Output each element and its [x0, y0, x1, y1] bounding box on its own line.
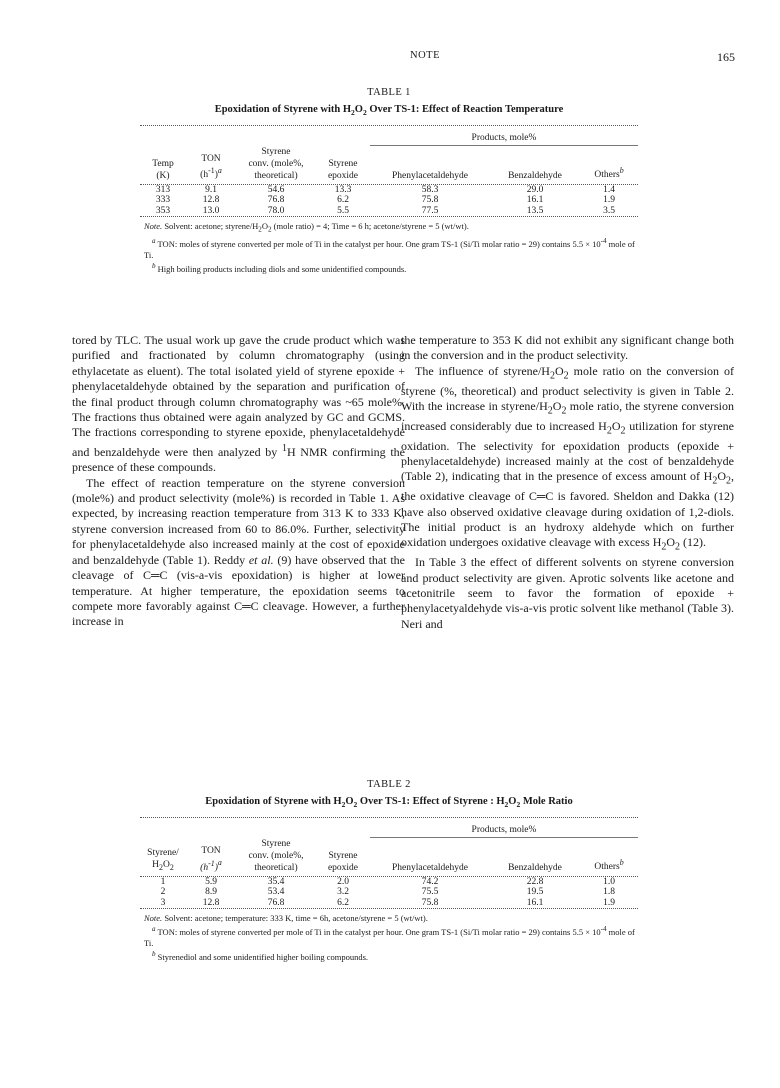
- table-1-label: TABLE 1: [367, 87, 411, 98]
- table-row: 2 8.9 53.4 3.2 75.5 19.5 1.8: [160, 887, 615, 898]
- table-1-bottom-rule: [140, 216, 638, 217]
- table-row: 333 12.8 76.8 6.2 75.8 16.1 1.9: [155, 195, 615, 206]
- table-1-group-row: [140, 126, 638, 146]
- table-2-footnote-a: $^a$ TON: moles of styrene converted per mole of Ti in the catalyst per hour. One gram TS-1 (Si/Ti molar ratio = 29) contains $5.5 \times 10^{-4}$ mole of Ti.: [144, 925, 635, 948]
- col-header-ton: TON $(h^{-1})^a$: [200, 846, 222, 873]
- page-number: 165: [717, 50, 735, 64]
- body-paragraph: tored by TLC. The usual work up gave the crude product which was purified and fractionated by column chromatography (using ethylacetate as eluent). The total isolated yield of styrene epoxide + phenylacetaldehyde obtained by the separation and purification of the final product through column chromatography was ~65 mole%. The fractions thus obtained were again analyzed by GC and GCMS. The fractions corresponding to styrene epoxide, phenylacetaldehyde and benzaldehyde were then analyzed by $^1$H NMR confirming the presence of these compounds.: [72, 333, 405, 475]
- table-1-grid: [140, 126, 638, 216]
- col-header-epoxide: Styrene epoxide: [327, 850, 359, 873]
- table-row: 3 12.8 76.8 6.2 75.8 16.1 1.9: [160, 897, 615, 908]
- table-row: 353 13.0 78.0 5.5 77.5 13.5 3.5: [155, 205, 615, 216]
- col-header-benzaldehyde: Benzaldehyde: [508, 862, 562, 873]
- table-1-header-row: [140, 146, 638, 184]
- col-header-benzaldehyde: Benzaldehyde: [508, 170, 562, 181]
- table-2-note: Note. Solvent: acetone; temperature: 333 K, time = 6h, acetone/styrene = 5 (wt/wt).: [144, 913, 428, 924]
- table-2-bottom-rule: [140, 908, 638, 909]
- body-paragraph: The influence of styrene/$H_2O_2$ mole ratio on the conversion of styrene (%, theoretical) and product selectivity is given in Table 2. With the increase in styrene/$H_2O_2$ mole ratio, the styrene conversion increased considerably due to increased $H_2O_2$ utilization for styrene oxidation. The selectivity for epoxidation products (epoxide + phenylacetaldehyde) increased mainly at the cost of benzaldehyde (Table 2), indicating that in the presence of excess amount of $H_2O_2$, the oxidative cleavage of C═C is favored. Sheldon and Dakka (12) have also observed oxidative cleavage during oxidation of 1,2-diols. The initial product is an hydroxy aldehyde which on further oxidation undergoes oxidative cleavage with excess $H_2O_2$ (12).: [401, 363, 735, 553]
- col-header-conversion: Styrene conv. (mole%, theoretical): [248, 838, 304, 873]
- col-header-others: Others$^b$: [594, 166, 624, 181]
- col-header-ton: TON $(h^{-1})^a$: [200, 154, 222, 181]
- table-row: 1 5.9 35.4 2.0 74.2 22.8 1.0: [160, 876, 615, 887]
- table-1-caption: Epoxidation of Styrene with $H_2O_2$ Over TS-1: Effect of Reaction Temperature: [214, 104, 564, 118]
- table-2-group-row: [140, 818, 638, 838]
- table-1-notes: [140, 221, 638, 274]
- col-header-temp: Temp (K): [152, 158, 174, 181]
- table-2: [140, 779, 638, 963]
- table-2-footnote-b: $^b$ Styrenediol and some unidentified higher boiling compounds.: [152, 949, 369, 962]
- products-group-header: Products, mole%: [370, 818, 638, 838]
- col-header-others: Others$^b$: [594, 858, 624, 873]
- col-header-epoxide: Styrene epoxide: [327, 158, 359, 181]
- body-column-left: [72, 333, 405, 630]
- table-1-footnote-a: $^a$ TON: moles of styrene converted per mole of Ti in the catalyst per hour. One gram TS-1 (Si/Ti molar ratio = 29) contains $5.5 \times 10^{-4}$ mole of Ti.: [144, 236, 635, 260]
- col-header-conversion: Styrene conv. (mole%, theoretical): [248, 146, 304, 181]
- table-1-note: Note. Solvent: acetone; styrene/$H_2O_2$ (mole ratio) = 4; Time = 6 h; acetone/styrene = 5 (wt/wt).: [144, 221, 469, 234]
- table-row: 313 9.1 54.6 13.3 58.3 29.0 1.4: [155, 184, 615, 195]
- col-header-phenylacetaldehyde: Phenylacetaldehyde: [392, 862, 468, 873]
- col-header-ratio: Styrene/ $H_2O_2$: [147, 847, 179, 872]
- table-2-notes: [140, 913, 638, 963]
- running-head: [115, 50, 735, 66]
- col-header-phenylacetaldehyde: Phenylacetaldehyde: [392, 170, 468, 181]
- table-2-grid: [140, 818, 638, 908]
- table-2-caption: Epoxidation of Styrene with $H_2O_2$ Over TS-1: Effect of Styrene : $H_2O_2$ Mole Ratio: [205, 796, 573, 810]
- table-1: [140, 87, 638, 274]
- table-2-header-row: [140, 838, 638, 876]
- table-2-label: TABLE 2: [367, 779, 411, 790]
- body-paragraph: In Table 3 the effect of different solvents on styrene conversion and product selectivity are given. Aprotic solvents like acetone and acetonitrile seem to favor the formation of epoxide + phenylacetyaldehyde vis-a-vis protic solvent like methanol (Table 3). Neri and: [401, 555, 734, 631]
- body-paragraph: The effect of reaction temperature on the styrene conversion (mole%) and product selectivity (mole%) is recorded in Table 1. As expected, by increasing reaction temperature from 313 K to 333 K, styrene conversion increased from 60 to 86.0%. Further, selectivity for phenylacetaldehyde also increased mainly at the cost of epoxide and benzaldehyde (Table 1). Reddy et al. (9) have observed that the cleavage of C═C (vis-a-vis epoxidation) is higher at lower temperature. At higher temperature, the epoxidation seems to compete more favorably against C═C cleavage. However, a further increase in: [72, 475, 405, 629]
- body-paragraph: the temperature to 353 K did not exhibit any significant change both in the conversion and in the product selectivity.: [401, 333, 734, 363]
- table-1-footnote-b: $^b$ High boiling products including diols and some unidentified compounds.: [152, 261, 407, 274]
- running-title: NOTE: [410, 50, 440, 61]
- products-group-header: Products, mole%: [370, 126, 638, 146]
- body-column-right: [401, 333, 734, 632]
